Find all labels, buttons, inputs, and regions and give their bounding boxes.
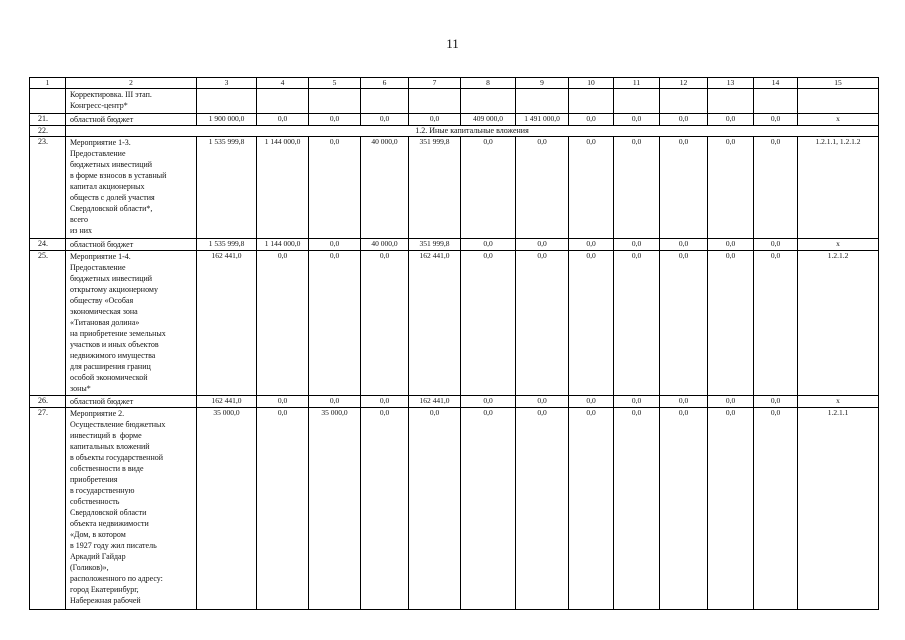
value-cell: 162 441,0 <box>197 251 257 396</box>
value-cell <box>569 89 614 114</box>
value-cell: 0,0 <box>461 239 516 251</box>
value-cell: 0,0 <box>257 408 309 610</box>
column-header-3: 3 <box>197 78 257 89</box>
column-header-11: 11 <box>614 78 660 89</box>
value-cell: 0,0 <box>708 251 754 396</box>
column-header-13: 13 <box>708 78 754 89</box>
value-cell: 0,0 <box>409 114 461 126</box>
value-cell: 0,0 <box>569 251 614 396</box>
column-header-10: 10 <box>569 78 614 89</box>
value-cell <box>708 89 754 114</box>
value-cell: 0,0 <box>516 137 569 239</box>
value-cell: 0,0 <box>660 137 708 239</box>
value-cell: 0,0 <box>754 239 798 251</box>
value-cell: 0,0 <box>708 396 754 408</box>
row-number: 27. <box>30 408 66 610</box>
column-header-7: 7 <box>409 78 461 89</box>
row-description: Мероприятие 1-3. Предоставление бюджетных инвестиций в форме взносов в уставный капитал акционерных обществ с долей участия Свердловской области*, всего из них <box>66 137 197 239</box>
value-cell: 0,0 <box>614 396 660 408</box>
column-header-6: 6 <box>361 78 409 89</box>
value-cell: 1 535 999,8 <box>197 239 257 251</box>
value-cell: 0,0 <box>754 137 798 239</box>
value-cell: 0,0 <box>569 137 614 239</box>
row-number: 21. <box>30 114 66 126</box>
value-cell: 0,0 <box>569 114 614 126</box>
row-number: 22. <box>30 126 66 137</box>
value-cell: 0,0 <box>516 408 569 610</box>
table-row <box>30 408 879 610</box>
value-cell: 0,0 <box>660 239 708 251</box>
reference-cell: 1.2.1.1 <box>798 408 879 610</box>
value-cell <box>409 89 461 114</box>
section-row <box>30 126 879 137</box>
row-description: Корректировка. III этап. Конгресс-центр* <box>66 89 197 114</box>
value-cell <box>660 89 708 114</box>
value-cell <box>461 89 516 114</box>
row-description: Мероприятие 2. Осуществление бюджетных инвестиций в форме капитальных вложений в объекты государственной собственности в виде приобретения в государственную собственность Свердловской области объекта недвижимости «Дом, в котором в 1927 году жил писатель Аркадий Гайдар (Голиков)», расположенного по адресу: город Екатеринбург, Набережная рабочей <box>66 408 197 610</box>
value-cell: 0,0 <box>461 137 516 239</box>
value-cell: 0,0 <box>569 239 614 251</box>
value-cell: 1 144 000,0 <box>257 137 309 239</box>
value-cell: 40 000,0 <box>361 239 409 251</box>
value-cell <box>309 89 361 114</box>
value-cell: 0,0 <box>754 114 798 126</box>
value-cell: 0,0 <box>569 408 614 610</box>
column-header-15: 15 <box>798 78 879 89</box>
value-cell: 0,0 <box>309 114 361 126</box>
value-cell: 0,0 <box>516 239 569 251</box>
value-cell: 0,0 <box>708 239 754 251</box>
column-header-4: 4 <box>257 78 309 89</box>
value-cell: 0,0 <box>614 239 660 251</box>
value-cell: 0,0 <box>754 251 798 396</box>
reference-cell: х <box>798 239 879 251</box>
value-cell: 0,0 <box>516 251 569 396</box>
value-cell: 0,0 <box>614 137 660 239</box>
table-row <box>30 137 879 239</box>
value-cell: 0,0 <box>660 251 708 396</box>
reference-cell: 1.2.1.2 <box>798 251 879 396</box>
value-cell <box>614 89 660 114</box>
column-header-8: 8 <box>461 78 516 89</box>
value-cell: 351 999,8 <box>409 137 461 239</box>
value-cell <box>257 89 309 114</box>
value-cell: 35 000,0 <box>309 408 361 610</box>
value-cell: 0,0 <box>361 251 409 396</box>
row-description: областной бюджет <box>66 114 197 126</box>
value-cell: 0,0 <box>660 408 708 610</box>
value-cell <box>361 89 409 114</box>
table-row <box>30 396 879 408</box>
value-cell: 0,0 <box>461 251 516 396</box>
row-number <box>30 89 66 114</box>
column-header-1: 1 <box>30 78 66 89</box>
value-cell: 0,0 <box>309 251 361 396</box>
reference-cell: 1.2.1.1, 1.2.1.2 <box>798 137 879 239</box>
value-cell: 1 144 000,0 <box>257 239 309 251</box>
value-cell: 0,0 <box>409 408 461 610</box>
value-cell: 0,0 <box>461 396 516 408</box>
value-cell: 0,0 <box>461 408 516 610</box>
column-header-2: 2 <box>66 78 197 89</box>
value-cell: 0,0 <box>361 408 409 610</box>
value-cell: 0,0 <box>660 114 708 126</box>
column-header-5: 5 <box>309 78 361 89</box>
value-cell: 0,0 <box>516 396 569 408</box>
page-number: 11 <box>446 36 459 51</box>
column-header-12: 12 <box>660 78 708 89</box>
row-number: 26. <box>30 396 66 408</box>
value-cell: 162 441,0 <box>409 396 461 408</box>
value-cell: 35 000,0 <box>197 408 257 610</box>
value-cell: 0,0 <box>754 396 798 408</box>
table-row <box>30 114 879 126</box>
value-cell: 0,0 <box>708 408 754 610</box>
table-row <box>30 89 879 114</box>
value-cell: 0,0 <box>708 114 754 126</box>
row-description: Мероприятие 1-4. Предоставление бюджетных инвестиций открытому акционерному обществу «Особая экономическая зона «Титановая долина» на приобретение земельных участков и иных объектов недвижимого имущества для расширения границ особой экономической зоны* <box>66 251 197 396</box>
value-cell: 0,0 <box>309 396 361 408</box>
row-description: областной бюджет <box>66 239 197 251</box>
value-cell: 0,0 <box>614 408 660 610</box>
value-cell: 0,0 <box>708 137 754 239</box>
row-number: 24. <box>30 239 66 251</box>
value-cell <box>516 89 569 114</box>
row-number: 23. <box>30 137 66 239</box>
value-cell: 0,0 <box>309 137 361 239</box>
value-cell: 0,0 <box>614 251 660 396</box>
value-cell: 0,0 <box>361 396 409 408</box>
value-cell: 0,0 <box>309 239 361 251</box>
budget-table <box>29 77 879 610</box>
value-cell: 0,0 <box>754 408 798 610</box>
value-cell: 162 441,0 <box>197 396 257 408</box>
column-header-9: 9 <box>516 78 569 89</box>
value-cell: 0,0 <box>257 396 309 408</box>
value-cell: 162 441,0 <box>409 251 461 396</box>
value-cell <box>754 89 798 114</box>
reference-cell: х <box>798 396 879 408</box>
reference-cell <box>798 89 879 114</box>
value-cell: 0,0 <box>569 396 614 408</box>
value-cell: 0,0 <box>257 114 309 126</box>
value-cell: 40 000,0 <box>361 137 409 239</box>
value-cell: 1 900 000,0 <box>197 114 257 126</box>
column-header-14: 14 <box>754 78 798 89</box>
value-cell: 409 000,0 <box>461 114 516 126</box>
header-row <box>30 78 879 89</box>
row-number: 25. <box>30 251 66 396</box>
reference-cell: х <box>798 114 879 126</box>
value-cell <box>197 89 257 114</box>
value-cell: 1 491 000,0 <box>516 114 569 126</box>
value-cell: 1 535 999,8 <box>197 137 257 239</box>
table-row <box>30 239 879 251</box>
value-cell: 0,0 <box>257 251 309 396</box>
value-cell: 0,0 <box>361 114 409 126</box>
row-description: областной бюджет <box>66 396 197 408</box>
value-cell: 351 999,8 <box>409 239 461 251</box>
section-title: 1.2. Иные капитальные вложения <box>66 126 879 137</box>
value-cell: 0,0 <box>660 396 708 408</box>
table-row <box>30 251 879 396</box>
value-cell: 0,0 <box>614 114 660 126</box>
table-body <box>30 78 879 610</box>
